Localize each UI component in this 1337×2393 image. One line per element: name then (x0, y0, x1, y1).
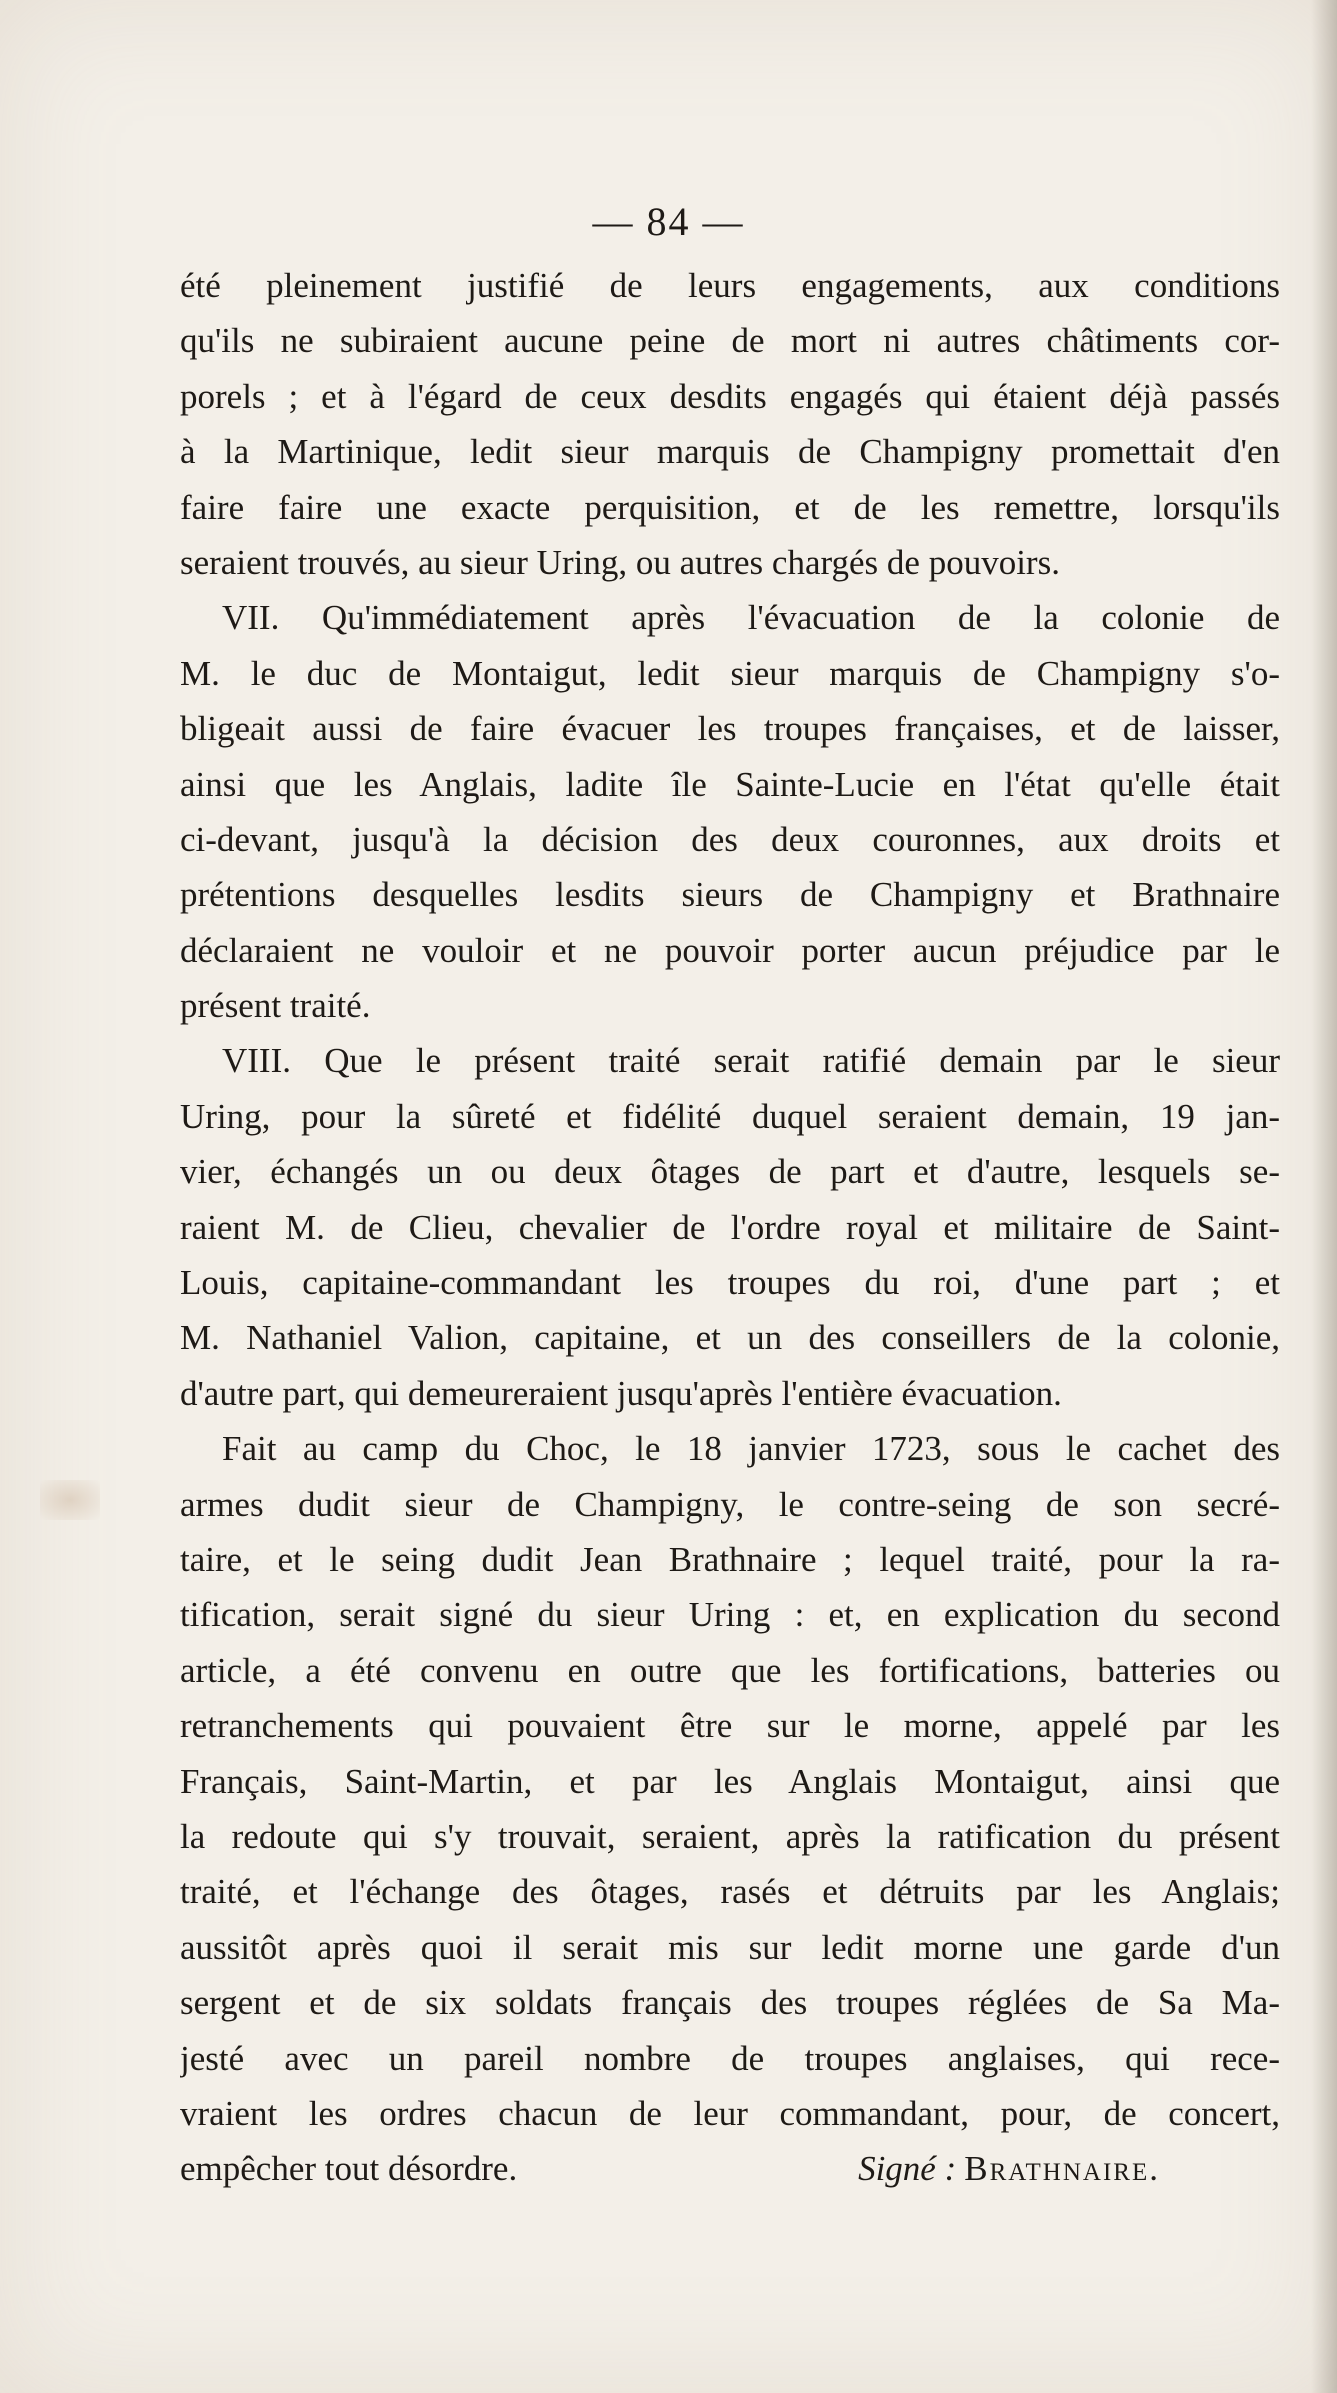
text-line: ainsi que les Anglais, ladite île Sainte-Lucie en l'état qu'elle était (180, 764, 1280, 804)
text-line: seraient trouvés, au sieur Uring, ou autres chargés de pouvoirs. (180, 542, 1060, 582)
text-line: été pleinement justifié de leurs engagements, aux conditions (180, 266, 1280, 305)
text-line: ci-devant, jusqu'à la décision des deux couronnes, aux droits et (180, 819, 1280, 859)
signature-name: Brathnaire. (964, 2149, 1160, 2189)
body-text (180, 258, 1280, 2197)
paper-stain (40, 1480, 100, 1520)
text-line: présent traité. (180, 986, 371, 1026)
text-line: vier, échangés un ou deux ôtages de part et d'autre, lesquels se- (180, 1152, 1280, 1192)
text-line: Uring, pour la sûreté et fidélité duquel seraient demain, 19 jan- (180, 1096, 1280, 1136)
page-fold-shadow (1311, 0, 1337, 2393)
signature-label: Signé : (858, 2149, 957, 2189)
text-line: article, a été convenu en outre que les fortifications, batteries ou (180, 1650, 1280, 1690)
text-line: la redoute qui s'y trouvait, seraient, après la ratification du présent (180, 1816, 1280, 1856)
text-line: aussitôt après quoi il serait mis sur ledit morne une garde d'un (180, 1927, 1280, 1967)
text-line: VIII. Que le présent traité serait ratifié demain par le sieur (222, 1041, 1280, 1081)
page-number: — 84 — (592, 199, 745, 244)
text-line: qu'ils ne subiraient aucune peine de mort ni autres châtiments cor- (180, 321, 1280, 361)
text-line: d'autre part, qui demeureraient jusqu'après l'entière évacuation. (180, 1373, 1062, 1413)
text-line: armes dudit sieur de Champigny, le contre-seing de son secré- (180, 1484, 1280, 1524)
text-line: à la Martinique, ledit sieur marquis de Champigny promettait d'en (180, 432, 1280, 472)
text-line: faire faire une exacte perquisition, et de les remettre, lorsqu'ils (180, 487, 1280, 527)
text-line: VII. Qu'immédiatement après l'évacuation de la colonie de (222, 598, 1280, 638)
text-line: M. Nathaniel Valion, capitaine, et un des conseillers de la colonie, (180, 1318, 1280, 1358)
text-line: Louis, capitaine-commandant les troupes du roi, d'une part ; et (180, 1263, 1280, 1303)
closing-text: empêcher tout désordre. (180, 2149, 518, 2189)
text-line: traité, et l'échange des ôtages, rasés et détruits par les Anglais; (180, 1872, 1280, 1912)
text-line: M. le duc de Montaigut, ledit sieur marquis de Champigny s'o- (180, 653, 1280, 693)
text-line: Fait au camp du Choc, le 18 janvier 1723, sous le cachet des (222, 1429, 1280, 1469)
text-line: raient M. de Clieu, chevalier de l'ordre royal et militaire de Saint- (180, 1207, 1280, 1247)
text-line: tification, serait signé du sieur Uring : et, en explication du second (180, 1595, 1280, 1635)
text-line: taire, et le seing dudit Jean Brathnaire ; lequel traité, pour la ra- (180, 1539, 1280, 1579)
text-line: prétentions desquelles lesdits sieurs de Champigny et Brathnaire (180, 875, 1280, 915)
text-line: jesté avec un pareil nombre de troupes anglaises, qui rece- (180, 2038, 1280, 2078)
text-line: retranchements qui pouvaient être sur le morne, appelé par les (180, 1706, 1280, 1746)
text-line: sergent et de six soldats français des troupes réglées de Sa Ma- (180, 1983, 1280, 2023)
text-line: Français, Saint-Martin, et par les Anglais Montaigut, ainsi que (180, 1761, 1280, 1801)
text-line: porels ; et à l'égard de ceux desdits engagés qui étaient déjà passés (180, 376, 1280, 416)
text-line: bligeait aussi de faire évacuer les troupes françaises, et de laisser, (180, 709, 1280, 749)
text-line: déclaraient ne vouloir et ne pouvoir porter aucun préjudice par le (180, 930, 1280, 970)
signature-line (180, 2141, 1280, 2196)
text-line: vraient les ordres chacun de leur commandant, pour, de concert, (180, 2093, 1280, 2133)
